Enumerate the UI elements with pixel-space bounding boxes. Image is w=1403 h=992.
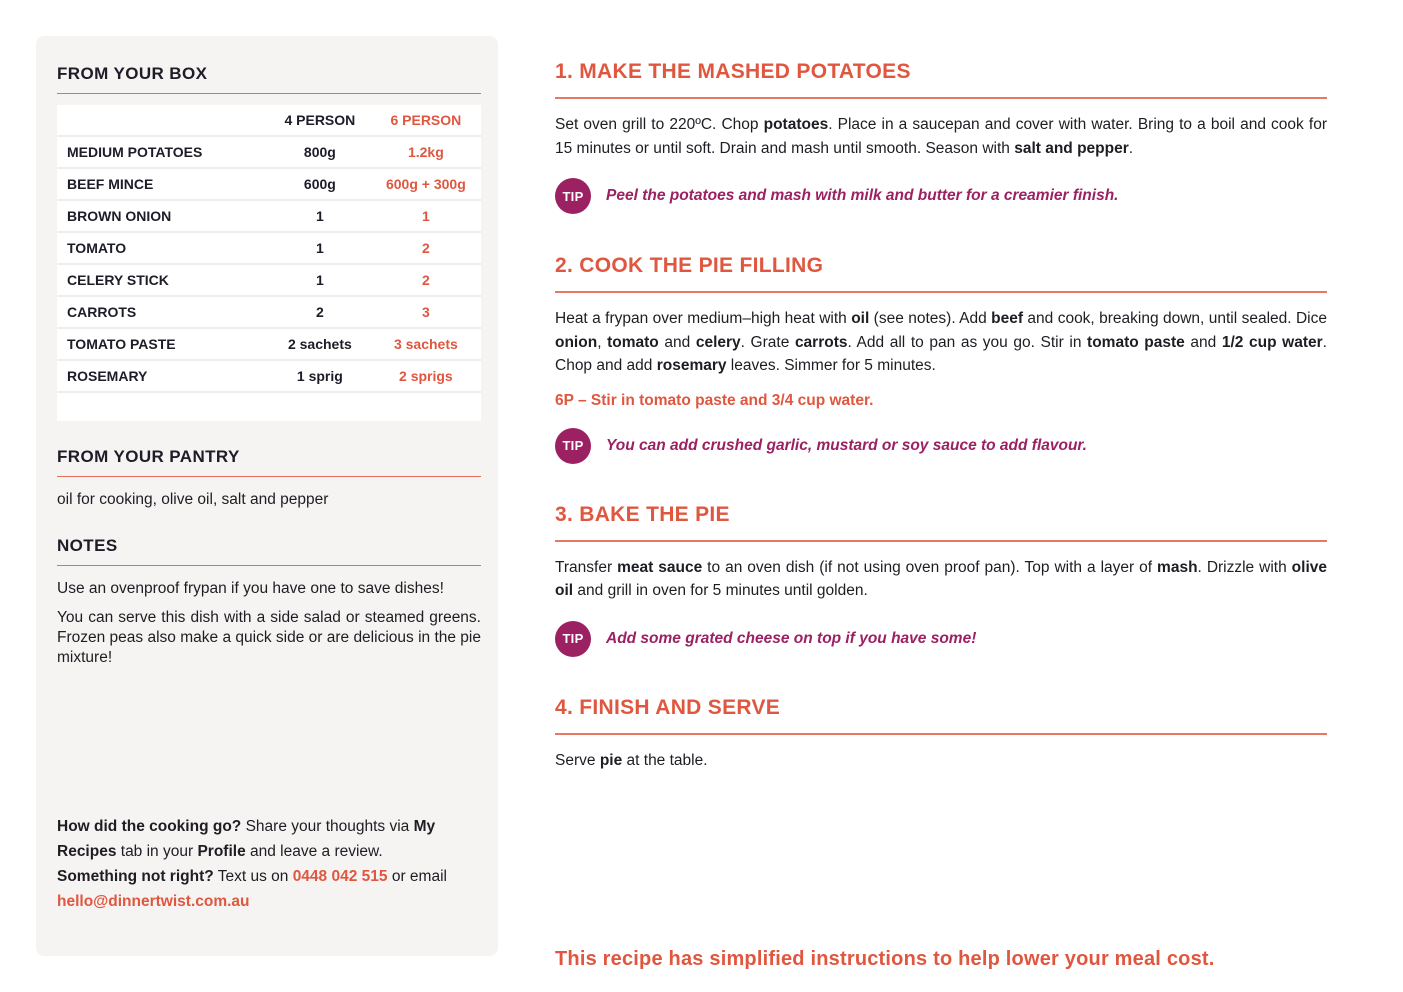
table-row (57, 168, 481, 200)
table-row (57, 136, 481, 168)
pantry-text: oil for cooking, olive oil, salt and pepper (57, 491, 329, 508)
contact-paragraph: How did the cooking go? Share your thoughts via My Recipes tab in your Profile and leave a review. (57, 818, 436, 860)
ingredient-name: BROWN ONION (57, 200, 269, 232)
box-section-title: FROM YOUR BOX (57, 64, 481, 94)
qty-4-person: 1 (269, 264, 371, 296)
step-4-title: 4. FINISH AND SERVE (555, 696, 1327, 735)
qty-6-person: 2 (371, 232, 481, 264)
notes-paragraph: Use an ovenproof frypan if you have one to save dishes! (57, 580, 444, 597)
ingredient-name: ROSEMARY (57, 360, 269, 392)
qty-4-person: 800g (269, 136, 371, 168)
ingredient-name: TOMATO PASTE (57, 328, 269, 360)
step-1-title: 1. MAKE THE MASHED POTATOES (555, 60, 1327, 99)
step-2-title: 2. COOK THE PIE FILLING (555, 254, 1327, 293)
pantry-section (57, 447, 481, 510)
step-3-title: 3. BAKE THE PIE (555, 503, 1327, 542)
tip (555, 621, 1327, 657)
step-4 (555, 696, 1327, 773)
ingredient-name: BEEF MINCE (57, 168, 269, 200)
qty-4-person: 2 (269, 296, 371, 328)
tip-text: You can add crushed garlic, mustard or soy sauce to add flavour. (606, 436, 1087, 454)
step-1 (555, 60, 1327, 214)
ingredient-name: TOMATO (57, 232, 269, 264)
ingredient-column-header (57, 105, 269, 136)
notes-section-title: NOTES (57, 536, 481, 566)
sidebar (36, 36, 498, 956)
contact-paragraph: Something not right? Text us on 0448 042 515 or email hello@dinnertwist.com.au (57, 868, 447, 910)
qty-6-person: 1 (371, 200, 481, 232)
qty-4-person: 1 (269, 200, 371, 232)
table-row (57, 232, 481, 264)
tip-badge: TIP (555, 621, 591, 657)
tip (555, 428, 1327, 464)
qty-6-person: 1.2kg (371, 136, 481, 168)
qty-6-person: 3 (371, 296, 481, 328)
qty-4-person: 2 sachets (269, 328, 371, 360)
tip-badge: TIP (555, 428, 591, 464)
ingredient-name: CELERY STICK (57, 264, 269, 296)
step-instructions: Heat a frypan over medium–high heat with oil (see notes). Add beef and cook, breaking down, until sealed. Dice onion, tomato and celery. Grate carrots. Add all to pan as you go. Stir in tomato paste and 1/2 cup water. Chop and add rosemary leaves. Simmer for 5 minutes. (555, 310, 1327, 374)
notes-section (57, 536, 481, 668)
qty-4-person: 600g (269, 168, 371, 200)
qty-6-person: 2 (371, 264, 481, 296)
contact-block (57, 814, 481, 914)
footer-note: This recipe has simplified instructions to help lower your meal cost. (555, 948, 1215, 970)
ingredient-name: CARROTS (57, 296, 269, 328)
qty-4-person: 1 sprig (269, 360, 371, 392)
pantry-section-title: FROM YOUR PANTRY (57, 447, 481, 477)
instructions-column (555, 0, 1327, 772)
step-instructions: Transfer meat sauce to an oven dish (if not using oven proof pan). Top with a layer of mash. Drizzle with olive oil and grill in oven for 5 minutes until golden. (555, 558, 1327, 599)
six-person-column-header: 6 PERSON (371, 105, 481, 136)
six-person-note: 6P – Stir in tomato paste and 3/4 cup water. (555, 391, 874, 409)
ingredients-table (57, 105, 481, 393)
four-person-column-header: 4 PERSON (269, 105, 371, 136)
notes-paragraph: You can serve this dish with a side salad or steamed greens. Frozen peas also make a quick side or are delicious in the pie mixture! (57, 609, 481, 666)
table-row (57, 200, 481, 232)
tip-text: Peel the potatoes and mash with milk and butter for a creamier finish. (606, 187, 1119, 204)
table-row (57, 296, 481, 328)
step-2 (555, 254, 1327, 464)
ingredient-name: MEDIUM POTATOES (57, 136, 269, 168)
table-row (57, 328, 481, 360)
table-row (57, 264, 481, 296)
tip-text: Add some grated cheese on top if you have some! (606, 629, 977, 647)
step-instructions: Set oven grill to 220ºC. Chop potatoes. Place in a saucepan and cover with water. Bring to a boil and cook for 15 minutes or until soft. Drain and mash until smooth. Season with salt and pepper. (555, 116, 1327, 157)
qty-6-person: 2 sprigs (371, 360, 481, 392)
tip-badge: TIP (555, 178, 591, 214)
ingredients-table-card (57, 105, 481, 421)
qty-6-person: 600g + 300g (371, 168, 481, 200)
step-3 (555, 503, 1327, 657)
tip (555, 178, 1327, 214)
step-instructions: Serve pie at the table. (555, 751, 708, 769)
qty-4-person: 1 (269, 232, 371, 264)
table-header-row (57, 105, 481, 136)
table-row (57, 360, 481, 392)
qty-6-person: 3 sachets (371, 328, 481, 360)
